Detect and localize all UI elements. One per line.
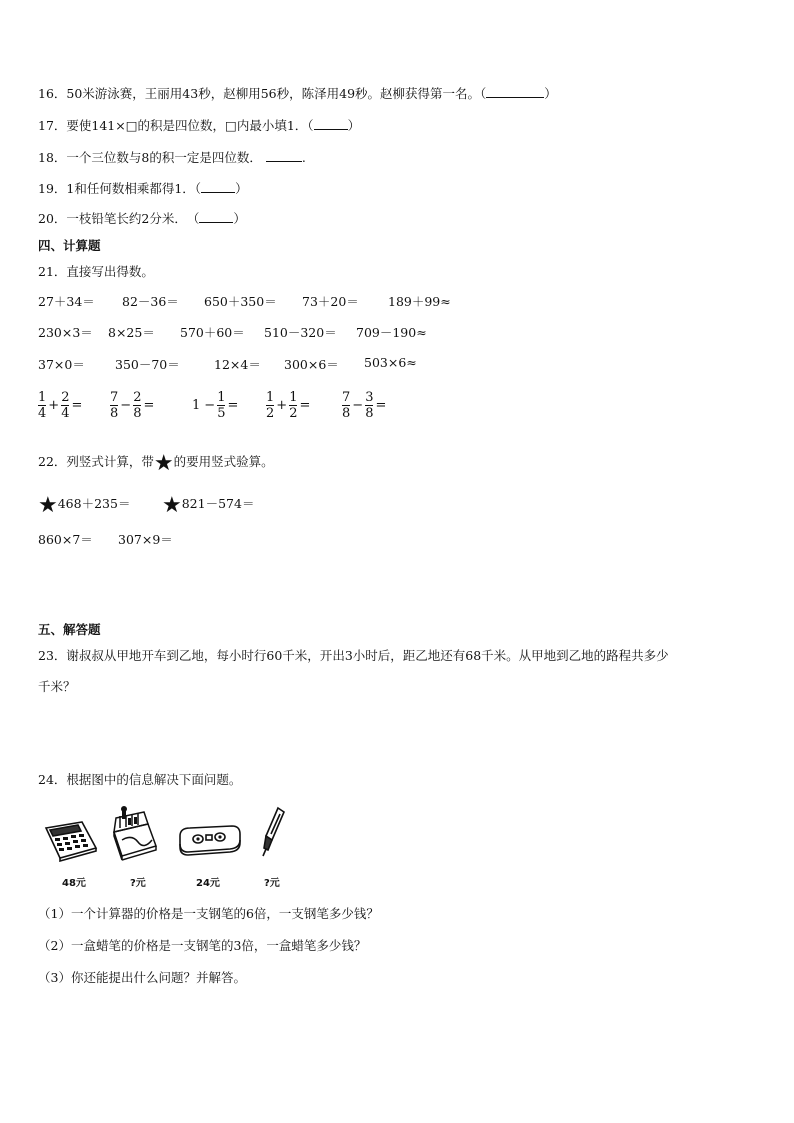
- operator: +: [276, 398, 288, 413]
- calc-expression: 12×4＝: [214, 357, 261, 372]
- pen-icon: [258, 806, 288, 860]
- fraction: [217, 390, 225, 421]
- denominator: 8: [365, 406, 374, 421]
- question-20-close: ）: [233, 211, 246, 226]
- question-22-text-end: 的要用竖式验算。: [173, 454, 274, 469]
- answer-blank[interactable]: [201, 180, 235, 193]
- answer-blank[interactable]: [266, 149, 302, 162]
- question-20: [38, 209, 246, 227]
- calculator-icon: [42, 818, 100, 862]
- question-16-close: ）: [544, 86, 557, 101]
- expression-text: 468＋235＝: [57, 496, 131, 511]
- fraction-expression: [110, 390, 156, 421]
- operator: −: [352, 398, 364, 413]
- question-18-close: .: [301, 150, 306, 165]
- question-16: [38, 84, 557, 102]
- calc-expression: 73＋20＝: [302, 294, 359, 309]
- calc-expression: 300×6＝: [284, 357, 339, 372]
- denominator: 4: [61, 406, 70, 421]
- answer-blank[interactable]: [199, 210, 233, 223]
- question-24-sub-2: （2）一盒蜡笔的价格是一支钢笔的3倍，一盒蜡笔多少钱？: [38, 938, 367, 953]
- calc-expression: 37×0＝: [38, 357, 85, 372]
- question-17: [38, 116, 360, 134]
- fraction-expression: [266, 390, 312, 421]
- denominator: 4: [38, 406, 47, 421]
- denominator: 8: [342, 406, 351, 421]
- vertical-calc-expression: [38, 494, 130, 517]
- numerator: 1: [217, 390, 226, 405]
- pencil-case-price: 24元: [196, 878, 220, 889]
- fraction: [38, 390, 46, 421]
- vertical-calc-expression: 307×9＝: [118, 532, 173, 547]
- fraction: [266, 390, 274, 421]
- numerator: 3: [365, 390, 374, 405]
- question-19-text: 19．1和任何数相乘都得1．（: [38, 181, 202, 196]
- numerator: 7: [342, 390, 351, 405]
- section-heading-calculation: 四、计算题: [38, 238, 101, 253]
- vertical-calc-expression: [162, 494, 254, 517]
- question-18-text: 18．一个三位数与8的积一定是四位数．: [38, 150, 262, 165]
- denominator: 8: [110, 406, 119, 421]
- question-19: [38, 179, 248, 197]
- price-pictures: [38, 800, 318, 890]
- pencil-case-icon: [176, 822, 242, 858]
- fraction: [133, 390, 141, 421]
- question-23-line-2: 千米？: [38, 679, 76, 694]
- calc-expression: 230×3＝: [38, 325, 93, 340]
- question-22-text: 22．列竖式计算，带: [38, 454, 154, 469]
- denominator: 2: [266, 406, 275, 421]
- operator: −: [120, 398, 132, 413]
- crayon-box-price: ?元: [130, 878, 146, 889]
- denominator: 8: [133, 406, 142, 421]
- crayon-box-icon: [108, 804, 160, 862]
- numerator: 2: [61, 390, 70, 405]
- operator: −: [204, 398, 216, 413]
- expression-text: 821－574＝: [181, 496, 255, 511]
- question-24-sub-1: （1）一个计算器的价格是一支钢笔的6倍，一支钢笔多少钱？: [38, 906, 379, 921]
- calc-expression: 27＋34＝: [38, 294, 95, 309]
- denominator: 2: [289, 406, 298, 421]
- calc-expression: 8×25＝: [108, 325, 155, 340]
- equals-sign: =: [71, 398, 83, 413]
- calc-expression: 709－190≈: [356, 325, 427, 340]
- question-23-line-1: 23．谢叔叔从甲地开车到乙地，每小时行60千米，开出3小时后，距乙地还有68千米。从甲地到乙地的路程共多少: [38, 648, 669, 663]
- question-16-text: 16．50米游泳赛，王丽用43秒，赵柳用56秒，陈泽用49秒。赵柳获得第一名。（: [38, 86, 487, 101]
- fraction: [110, 390, 118, 421]
- calc-expression: 570＋60＝: [180, 325, 245, 340]
- answer-blank[interactable]: [486, 85, 544, 98]
- equals-sign: =: [227, 398, 239, 413]
- fraction-expression: [342, 390, 388, 421]
- question-22-title: [38, 452, 274, 475]
- numerator: 2: [133, 390, 142, 405]
- fraction-expression: [190, 390, 240, 421]
- equals-sign: =: [375, 398, 387, 413]
- calc-expression: 503×6≈: [364, 355, 417, 370]
- fraction: [61, 390, 69, 421]
- numerator: 1: [289, 390, 298, 405]
- answer-blank[interactable]: [314, 117, 348, 130]
- question-19-close: ）: [235, 181, 248, 196]
- star-icon: ★: [162, 493, 182, 518]
- operator: +: [48, 398, 60, 413]
- star-icon: ★: [38, 493, 58, 518]
- section-heading-word-problems: 五、解答题: [38, 622, 101, 637]
- star-icon: ★: [153, 451, 174, 476]
- fraction-expression: [38, 390, 84, 421]
- whole-number: 1: [192, 398, 201, 413]
- question-24-title: 24．根据图中的信息解决下面问题。: [38, 772, 242, 787]
- question-17-text: 17．要使141×□的积是四位数，□内最小填1．（: [38, 118, 314, 133]
- fraction: [365, 390, 373, 421]
- calc-expression: 189＋99≈: [388, 294, 451, 309]
- numerator: 1: [38, 390, 47, 405]
- question-18: [38, 148, 306, 166]
- question-24-sub-3: （3）你还能提出什么问题？并解答。: [38, 970, 246, 985]
- calc-expression: 350－70＝: [115, 357, 180, 372]
- pen-price: ?元: [264, 878, 280, 889]
- numerator: 7: [110, 390, 119, 405]
- fraction: [289, 390, 297, 421]
- vertical-calc-expression: 860×7＝: [38, 532, 93, 547]
- denominator: 5: [217, 406, 226, 421]
- question-17-close: ）: [347, 118, 361, 133]
- equals-sign: =: [299, 398, 311, 413]
- fraction: [342, 390, 350, 421]
- calc-expression: 82－36＝: [122, 294, 179, 309]
- calc-expression: 510－320＝: [264, 325, 337, 340]
- numerator: 1: [266, 390, 275, 405]
- question-20-text: 20．一枝铅笔长约2分米． （: [38, 211, 200, 226]
- equals-sign: =: [143, 398, 155, 413]
- calculator-price: 48元: [62, 878, 86, 889]
- calc-expression: 650＋350＝: [204, 294, 277, 309]
- question-21-title: 21．直接写出得数。: [38, 264, 154, 279]
